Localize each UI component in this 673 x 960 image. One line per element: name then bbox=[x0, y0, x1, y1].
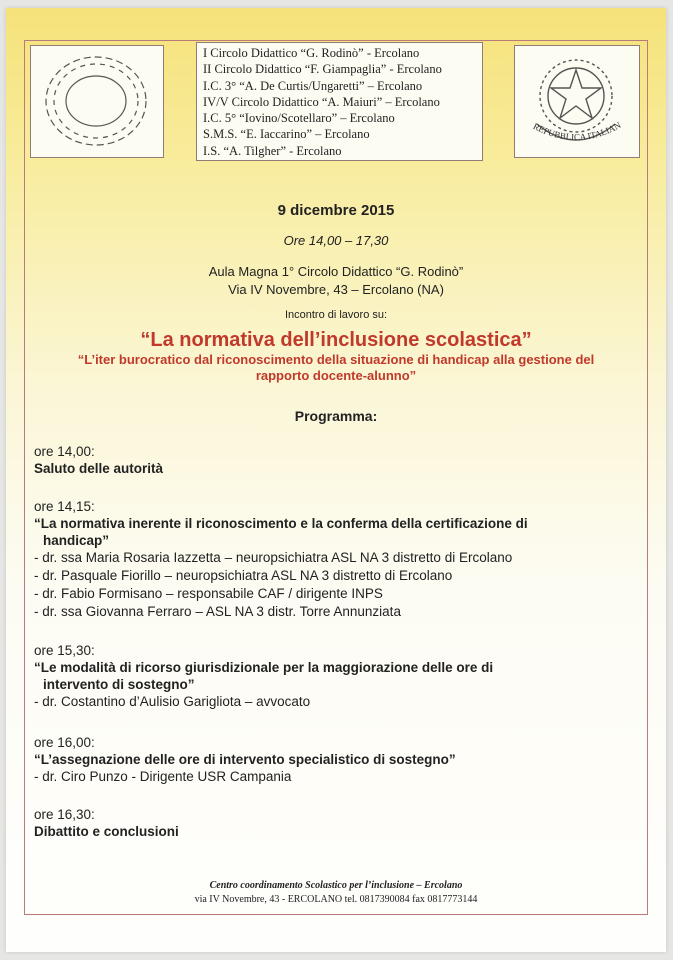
program-item bbox=[34, 806, 634, 840]
school-line: II Circolo Didattico “F. Giampaglia” - Ercolano bbox=[203, 62, 442, 77]
footer-org: Centro coordinamento Scolastico per l’inclusione – Ercolano bbox=[209, 880, 463, 891]
event-subtitle: “L’iter burocratico dal riconoscimento della situazione di handicap alla gestione del rapporto docente-alunno” bbox=[77, 352, 595, 383]
program-heading: Programma: bbox=[294, 408, 378, 424]
program-title: Dibattito e conclusioni bbox=[34, 824, 179, 839]
school-line: S.M.S. “E. Iaccarino” – Ercolano bbox=[203, 127, 370, 142]
italian-emblem bbox=[514, 45, 640, 158]
program-time: ore 14,15: bbox=[34, 499, 95, 514]
speaker: - dr. Costantino d’Aulisio Garigliota – avvocato bbox=[34, 694, 311, 709]
program-time: ore 14,00: bbox=[34, 444, 95, 459]
speaker: - dr. ssa Giovanna Ferraro – ASL NA 3 distr. Torre Annunziata bbox=[34, 604, 401, 619]
schools-list bbox=[196, 42, 483, 161]
school-line: I Circolo Didattico “G. Rodinò” - Ercolano bbox=[203, 46, 420, 60]
emblem-text: REPUBBLICA ITALIAN bbox=[531, 119, 623, 143]
school-line: I.C. 5° “Iovino/Scotellaro” – Ercolano bbox=[203, 111, 395, 126]
school-line: IV/V Circolo Didattico “A. Maiuri” – Ercolano bbox=[203, 94, 440, 109]
speaker: - dr. Fabio Formisano – responsabile CAF / dirigente INPS bbox=[34, 586, 383, 601]
program-title-cont: handicap” bbox=[43, 533, 110, 548]
program-time: ore 16,30: bbox=[34, 807, 95, 822]
program-title: “Le modalità di ricorso giurisdizionale per la maggiorazione delle ore di bbox=[34, 660, 494, 675]
event-intro: Incontro di lavoro su: bbox=[284, 309, 388, 321]
program-item bbox=[34, 642, 634, 711]
speaker: - dr. Pasquale Fiorillo – neuropsichiatra ASL NA 3 distretto di Ercolano bbox=[34, 568, 453, 583]
program-title-cont: intervento di sostegno” bbox=[43, 677, 195, 692]
footer-contact: via IV Novembre, 43 - ERCOLANO tel. 0817390084 fax 0817773144 bbox=[194, 894, 478, 905]
program-time: ore 16,00: bbox=[34, 735, 95, 750]
event-date: 9 dicembre 2015 bbox=[277, 202, 395, 219]
program-title: Saluto delle autorità bbox=[34, 461, 164, 476]
program-item bbox=[34, 498, 634, 621]
school-line: I.S. “A. Tilgher” - Ercolano bbox=[203, 143, 342, 158]
program-title: “L’assegnazione delle ore di intervento specialistico di sostegno” bbox=[34, 752, 456, 767]
event-title: “La normativa dell’inclusione scolastica” bbox=[140, 329, 532, 351]
event-address: Via IV Novembre, 43 – Ercolano (NA) bbox=[228, 282, 444, 297]
event-venue: Aula Magna 1° Circolo Didattico “G. Rodinò” bbox=[208, 264, 464, 279]
hands-circle-icon bbox=[31, 46, 162, 156]
program-time: ore 15,30: bbox=[34, 643, 95, 658]
event-time: Ore 14,00 – 17,30 bbox=[283, 233, 389, 248]
speaker: - dr. ssa Maria Rosaria Iazzetta – neuropsichiatra ASL NA 3 distretto di Ercolano bbox=[34, 550, 513, 565]
school-line: I.C. 3° “A. De Curtis/Ungaretti” – Ercolano bbox=[203, 78, 423, 93]
italian-emblem-icon bbox=[515, 46, 638, 156]
hands-circle-logo bbox=[30, 45, 164, 158]
speaker: - dr. Ciro Punzo - Dirigente USR Campania bbox=[34, 769, 292, 784]
program-item bbox=[34, 734, 634, 786]
program-item bbox=[34, 443, 634, 477]
program-title: “La normativa inerente il riconoscimento e la conferma della certificazione di bbox=[34, 516, 528, 531]
